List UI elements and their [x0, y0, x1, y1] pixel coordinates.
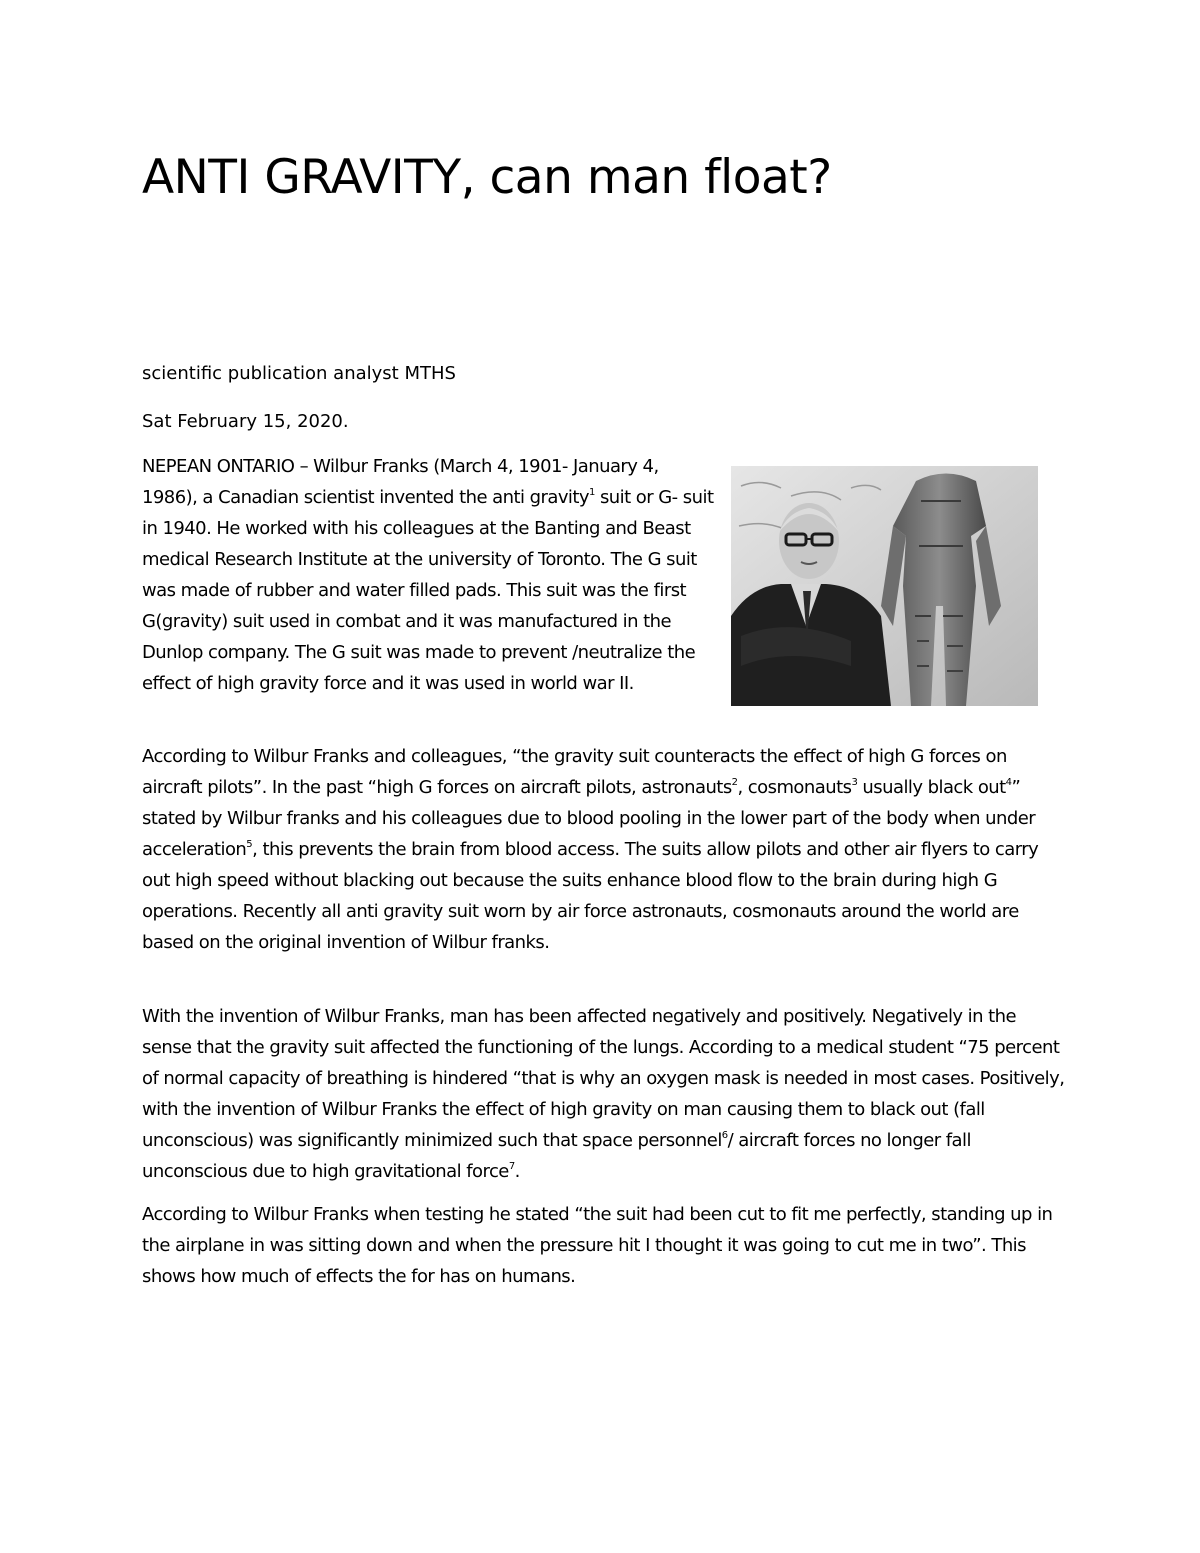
footnote-ref-3: 3: [851, 777, 858, 788]
text: According to Wilbur Franks and colleagues, “the gravity suit counteracts the effect of high G forces on aircraft pilots”. In the past “high G forces on aircraft pilots, astronauts: [142, 746, 1007, 798]
publication-date: Sat February 15, 2020.: [142, 411, 349, 432]
text: usually black out: [857, 777, 1006, 798]
text: / aircraft forces no longer fall unconscious due to high gravitational force: [142, 1130, 971, 1182]
footnote-ref-5: 5: [246, 839, 253, 850]
footnote-ref-4: 4: [1005, 777, 1012, 788]
text: ” stated by Wilbur franks and his colleagues due to blood pooling in the lower part of the body when under acceleration: [142, 777, 1036, 860]
photo-wilbur-franks-with-g-suit: [731, 466, 1038, 706]
text: , this prevents the brain from blood access. The suits allow pilots and other air flyers to carry out high speed without blacking out because the suits enhance blood flow to the brain during high G operations. Recently all anti gravity suit worn by air force astronauts, cosmonauts around the world are based on the original invention of Wilbur franks.: [142, 839, 1039, 953]
paragraph-4: According to Wilbur Franks when testing he stated “the suit had been cut to fit me perfectly, standing up in the airplane in was sitting down and when the pressure hit I thought it was going to cut me in two”. This shows how much of effects the for has on humans.: [142, 1204, 1053, 1287]
text: .: [514, 1161, 520, 1182]
document-title: ANTI GRAVITY, can man float?: [142, 150, 832, 205]
byline: scientific publication analyst MTHS: [142, 363, 456, 384]
footnote-ref-6: 6: [721, 1130, 728, 1141]
text: NEPEAN ONTARIO – Wilbur Franks (March 4, 1901- January 4, 1986), a Canadian scientist invented the anti gravity: [142, 456, 659, 508]
photo-illustration: [731, 466, 1038, 706]
footnote-ref-1: 1: [589, 487, 595, 498]
paragraph-intro: [142, 451, 717, 699]
text: , cosmonauts: [737, 777, 852, 798]
footnote-ref-2: 2: [731, 777, 738, 788]
footnote-ref-7: 7: [508, 1161, 515, 1172]
paragraph-2: [142, 741, 1067, 958]
text: With the invention of Wilbur Franks, man has been affected negatively and positively. Negatively in the sense that the gravity suit affected the functioning of the lungs. According to a medical student “75 percent of normal capacity of breathing is hindered “that is why an oxygen mask is needed in most cases. Positively, with the invention of Wilbur Franks the effect of high gravity on man causing them to black out (fall unconscious) was significantly minimized such that space personnel: [142, 1006, 1065, 1151]
text: suit or G- suit in 1940. He worked with his colleagues at the Banting and Beast medical Research Institute at the university of Toronto. The G suit was made of rubber and water filled pads. This suit was the first G(gravity) suit used in combat and it was manufactured in the Dunlop company. The G suit was made to prevent /neutralize the effect of high gravity force and it was used in world war II.: [142, 487, 714, 694]
paragraph-3: [142, 1001, 1067, 1187]
